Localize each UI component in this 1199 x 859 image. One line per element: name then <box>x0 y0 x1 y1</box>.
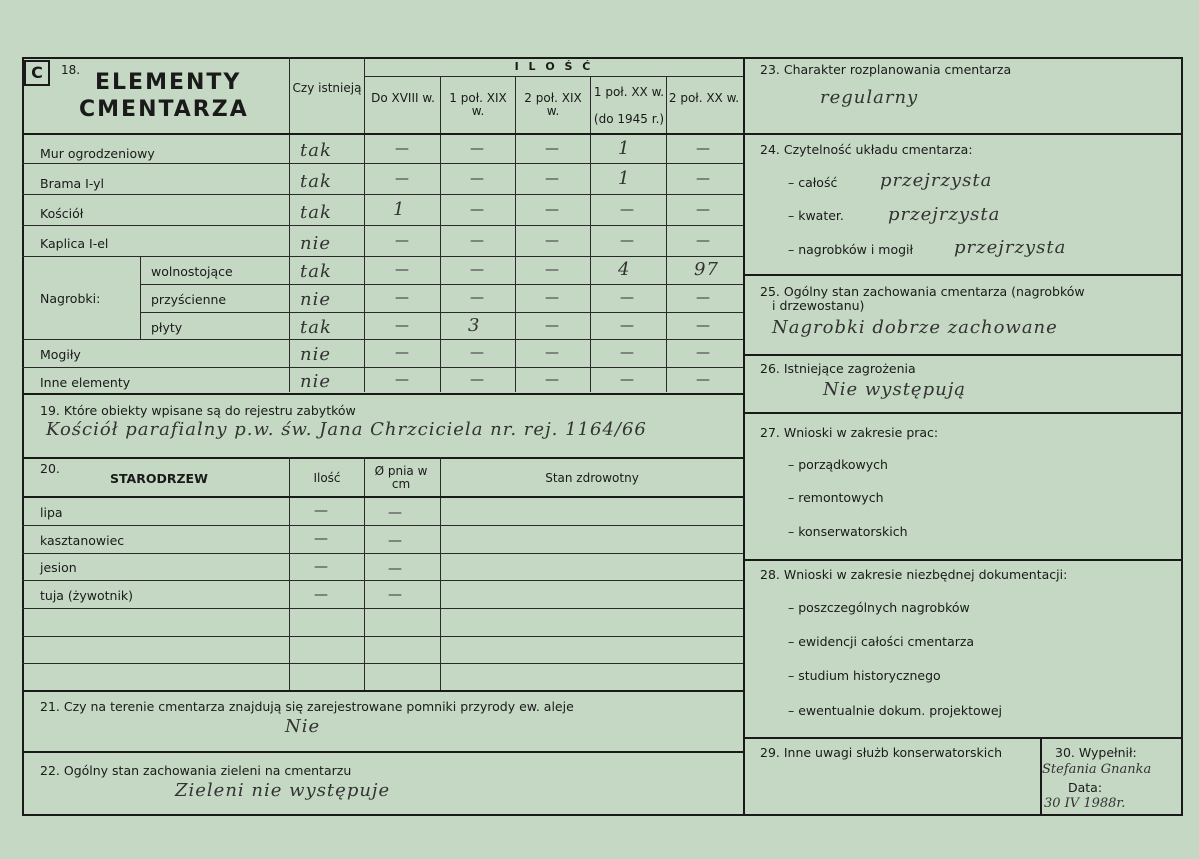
row-line <box>22 339 743 340</box>
period-value: 1 <box>393 199 406 220</box>
row-line <box>22 580 743 581</box>
period-header-5: 2 poł. XX w. <box>668 91 740 105</box>
grid-h-q26-bottom <box>743 412 1182 414</box>
frame-right <box>1181 57 1183 815</box>
period-header-3: 2 poł. XIX w. <box>524 91 582 118</box>
period-header-4b: (do 1945 r.) <box>593 112 665 126</box>
tree-count: — <box>314 559 328 575</box>
exists-value: nie <box>300 233 332 254</box>
period-value: 4 <box>618 259 631 280</box>
q30-name: Stefania Gnanka <box>1042 762 1152 777</box>
tree-name: jesion <box>40 560 77 575</box>
grid-v-trees-3 <box>440 457 441 691</box>
frame-top <box>22 57 1183 59</box>
trees-title: STARODRZEW <box>110 471 208 486</box>
trees-col-diam: Ø pnia w cm <box>374 464 428 491</box>
exists-value: tak <box>300 171 332 192</box>
frame-bottom <box>22 814 1183 816</box>
row-label: Inne elementy <box>40 375 131 390</box>
row-line <box>22 636 743 637</box>
row-line <box>22 525 743 526</box>
period-value: — <box>395 141 409 157</box>
row-label: Kaplica I-el <box>40 236 109 251</box>
q22-answer: Zieleni nie występuje <box>175 780 391 801</box>
tree-diam: — <box>388 533 402 549</box>
q24-label: 24. Czytelność układu cmentarza: <box>760 142 973 157</box>
period-value: — <box>545 318 559 334</box>
grid-h-header-bottom <box>22 133 743 135</box>
grid-h-q19-bottom <box>22 457 743 459</box>
q28-label: 28. Wnioski w zakresie niezbędnej dokumentacji: <box>760 567 1068 582</box>
q28-item: – studium historycznego <box>788 668 941 683</box>
grid-h-q23-bottom <box>743 133 1182 135</box>
trees-col-count: Ilość <box>313 471 341 485</box>
period-value: — <box>545 290 559 306</box>
period-value: — <box>395 372 409 388</box>
exists-value: tak <box>300 202 332 223</box>
period-value: — <box>470 233 484 249</box>
exists-value: tak <box>300 317 332 338</box>
grid-h-ilosc <box>364 76 743 77</box>
period-value: — <box>545 202 559 218</box>
grid-h-q27-bottom <box>743 559 1182 561</box>
elements-title-line2: CMENTARZA <box>79 97 249 122</box>
q26-answer: Nie występują <box>823 379 967 400</box>
tree-count: — <box>314 503 328 519</box>
grid-v-p1 <box>440 76 441 392</box>
period-value: 1 <box>618 138 631 159</box>
elements-title-line1: ELEMENTY <box>95 70 242 95</box>
period-value: — <box>696 141 710 157</box>
grid-v-p4 <box>666 76 667 392</box>
period-value: — <box>696 372 710 388</box>
q24-item-value: przejrzysta <box>888 204 1001 225</box>
period-value: — <box>470 141 484 157</box>
period-value: — <box>545 345 559 361</box>
period-value: — <box>545 171 559 187</box>
q19-answer: Kościół parafialny p.w. św. Jana Chrzciciela nr. rej. 1164/66 <box>46 419 647 440</box>
tree-diam: — <box>388 587 402 603</box>
q27-label: 27. Wnioski w zakresie prac: <box>760 425 939 440</box>
q27-item: – porządkowych <box>788 457 888 472</box>
q21-answer: Nie <box>285 716 321 737</box>
period-value: — <box>395 262 409 278</box>
grid-h-trees-header <box>22 496 743 498</box>
q24-item-value: przejrzysta <box>954 237 1067 258</box>
row-line <box>22 608 743 609</box>
q24-item-label: – całość <box>788 175 838 190</box>
row-line <box>22 367 743 368</box>
grid-h-q28-bottom <box>743 737 1182 739</box>
grid-h-q21-bottom <box>22 751 743 753</box>
q25-label-1: 25. Ogólny stan zachowania cmentarza (nagrobków <box>760 284 1085 299</box>
period-value: — <box>395 345 409 361</box>
row-label: płyty <box>151 320 183 335</box>
tree-count: — <box>314 531 328 547</box>
trees-col-health: Stan zdrowotny <box>545 471 639 485</box>
tree-name: tuja (żywotnik) <box>40 588 134 603</box>
period-value: 1 <box>618 168 631 189</box>
grid-v-nagrobki <box>140 256 141 339</box>
col-exists-header: Czy istnieją <box>292 81 362 95</box>
row-label: wolnostojące <box>151 264 233 279</box>
q24-item-label: – kwater. <box>788 208 844 223</box>
q22-label: 22. Ogólny stan zachowania zieleni na cmentarzu <box>40 763 352 778</box>
row-line <box>22 256 743 257</box>
tree-diam: — <box>388 561 402 577</box>
period-value: 3 <box>468 315 481 336</box>
exists-value: nie <box>300 344 332 365</box>
period-value: — <box>395 233 409 249</box>
period-value: — <box>620 372 634 388</box>
period-value: — <box>545 141 559 157</box>
tree-name: lipa <box>40 505 63 520</box>
exists-value: tak <box>300 140 332 161</box>
trees-number: 20. <box>40 461 60 476</box>
period-value: — <box>696 290 710 306</box>
q24-item-value: przejrzysta <box>880 170 993 191</box>
row-label: Kościół <box>40 206 84 221</box>
row-line <box>22 663 743 664</box>
exists-value: nie <box>300 371 332 392</box>
period-value: — <box>696 171 710 187</box>
period-value: — <box>620 345 634 361</box>
q30-label: 30. Wypełnił: <box>1055 745 1137 760</box>
period-value: — <box>545 262 559 278</box>
row-label: przyścienne <box>151 292 227 307</box>
q23-label: 23. Charakter rozplanowania cmentarza <box>760 62 1012 77</box>
exists-value: nie <box>300 289 332 310</box>
q29-label: 29. Inne uwagi służb konserwatorskich <box>760 745 1002 760</box>
row-label: Mogiły <box>40 347 81 362</box>
q30-date-label: Data: <box>1068 780 1103 795</box>
q30-date: 30 IV 1988r. <box>1044 796 1126 811</box>
row-label: Mur ogrodzeniowy <box>40 146 155 161</box>
period-value: — <box>620 290 634 306</box>
period-value: — <box>545 233 559 249</box>
period-header-4: 1 poł. XX w. <box>593 85 665 99</box>
q19-label: 19. Które obiekty wpisane są do rejestru zabytków <box>40 403 356 418</box>
period-value: — <box>470 262 484 278</box>
row-line <box>140 312 743 313</box>
frame-left <box>22 57 24 815</box>
period-header-1: Do XVIII w. <box>371 91 435 105</box>
q27-item: – konserwatorskich <box>788 524 908 539</box>
row-line <box>22 553 743 554</box>
row-line <box>140 284 743 285</box>
period-value: — <box>620 202 634 218</box>
grid-v-p2 <box>515 76 516 392</box>
period-value: 97 <box>694 259 719 280</box>
exists-value: tak <box>300 261 332 282</box>
row-label: Brama I-yl <box>40 176 105 191</box>
q28-item: – ewentualnie dokum. projektowej <box>788 703 1003 718</box>
period-value: — <box>470 372 484 388</box>
period-value: — <box>696 318 710 334</box>
period-value: — <box>470 290 484 306</box>
grid-h-elements-bottom <box>22 393 743 395</box>
nagrobki-label: Nagrobki: <box>40 291 101 306</box>
q24-item-label: – nagrobków i mogił <box>788 242 914 257</box>
period-value: — <box>545 372 559 388</box>
grid-v-trees-2 <box>364 457 365 691</box>
q26-label: 26. Istniejące zagrożenia <box>760 361 916 376</box>
tree-diam: — <box>388 505 402 521</box>
grid-h-trees-bottom <box>22 690 743 692</box>
period-value: — <box>620 233 634 249</box>
row-line <box>22 163 743 164</box>
tree-name: kasztanowiec <box>40 533 125 548</box>
period-value: — <box>395 318 409 334</box>
q23-answer: regularny <box>820 87 919 108</box>
period-value: — <box>470 202 484 218</box>
row-line <box>22 225 743 226</box>
period-value: — <box>696 345 710 361</box>
q25-label-2: i drzewostanu) <box>772 298 865 313</box>
period-value: — <box>470 345 484 361</box>
tree-count: — <box>314 587 328 603</box>
period-value: — <box>696 202 710 218</box>
q21-label: 21. Czy na terenie cmentarza znajdują się zarejestrowane pomniki przyrody ew. aleje <box>40 699 574 714</box>
grid-h-q25-bottom <box>743 354 1182 356</box>
period-value: — <box>395 290 409 306</box>
q28-item: – ewidencji całości cmentarza <box>788 634 975 649</box>
ilosc-header: I L O Ś Ć <box>514 60 594 73</box>
q25-answer: Nagrobki dobrze zachowane <box>772 317 1058 338</box>
frame-middle <box>743 57 745 815</box>
elements-number: 18. <box>61 63 81 77</box>
grid-v-trees-1 <box>289 457 290 691</box>
period-header-2: 1 poł. XIX w. <box>449 91 507 118</box>
period-value: — <box>620 318 634 334</box>
grid-v-p3 <box>590 76 591 392</box>
row-line <box>22 194 743 195</box>
period-value: — <box>470 171 484 187</box>
period-value: — <box>696 233 710 249</box>
grid-h-q24-bottom <box>743 274 1182 276</box>
q28-item: – poszczególnych nagrobków <box>788 600 970 615</box>
section-letter-box: C <box>24 60 50 86</box>
q27-item: – remontowych <box>788 490 884 505</box>
period-value: — <box>395 171 409 187</box>
